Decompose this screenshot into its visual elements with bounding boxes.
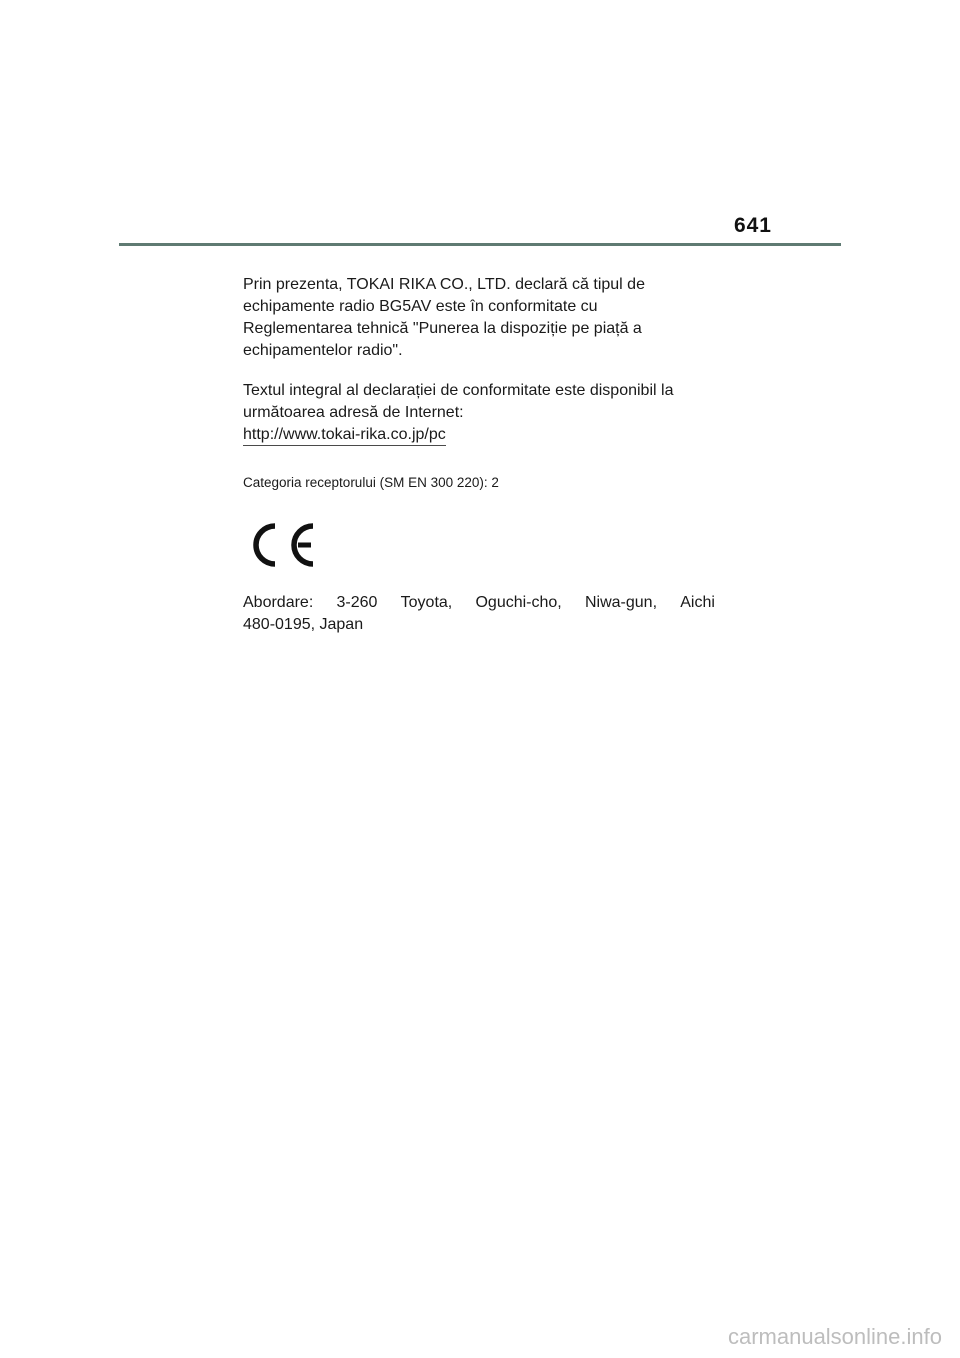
address-word: Aichi xyxy=(680,594,715,611)
full-text-line: Textul integral al declarației de conformitate este disponibil la xyxy=(243,382,674,399)
declaration-line: echipamentelor radio". xyxy=(243,342,403,359)
ce-mark-icon xyxy=(251,520,317,570)
address-word: Oguchi-cho, xyxy=(475,594,562,611)
full-text-paragraph xyxy=(243,380,715,446)
declaration-line: echipamente radio BG5AV este în conformitate cu xyxy=(243,298,598,315)
page-number: 641 xyxy=(733,214,772,237)
address-line-2: 480-0195, Japan xyxy=(243,616,364,633)
manufacturer-address xyxy=(243,592,715,636)
address-word: 3-260 xyxy=(336,594,378,611)
address-line-1 xyxy=(243,592,715,614)
declaration-line: Prin prezenta, TOKAI RIKA CO., LTD. declară că tipul de xyxy=(243,276,645,293)
site-watermark: carmanualsonline.info xyxy=(727,1324,942,1349)
document-body xyxy=(243,274,715,636)
full-text-line: următoarea adresă de Internet: xyxy=(243,404,464,421)
address-word: Toyota, xyxy=(400,594,453,611)
declaration-url-link[interactable]: http://www.tokai-rika.co.jp/pc xyxy=(243,425,446,446)
address-word: Niwa-gun, xyxy=(584,594,658,611)
address-word: Abordare: xyxy=(243,594,314,611)
declaration-line: Reglementarea tehnică "Punerea la dispoziție pe piață a xyxy=(243,320,642,337)
receiver-category: Categoria receptorului (SM EN 300 220): 2 xyxy=(243,475,499,490)
declaration-paragraph xyxy=(243,274,715,362)
header-divider xyxy=(119,243,841,246)
